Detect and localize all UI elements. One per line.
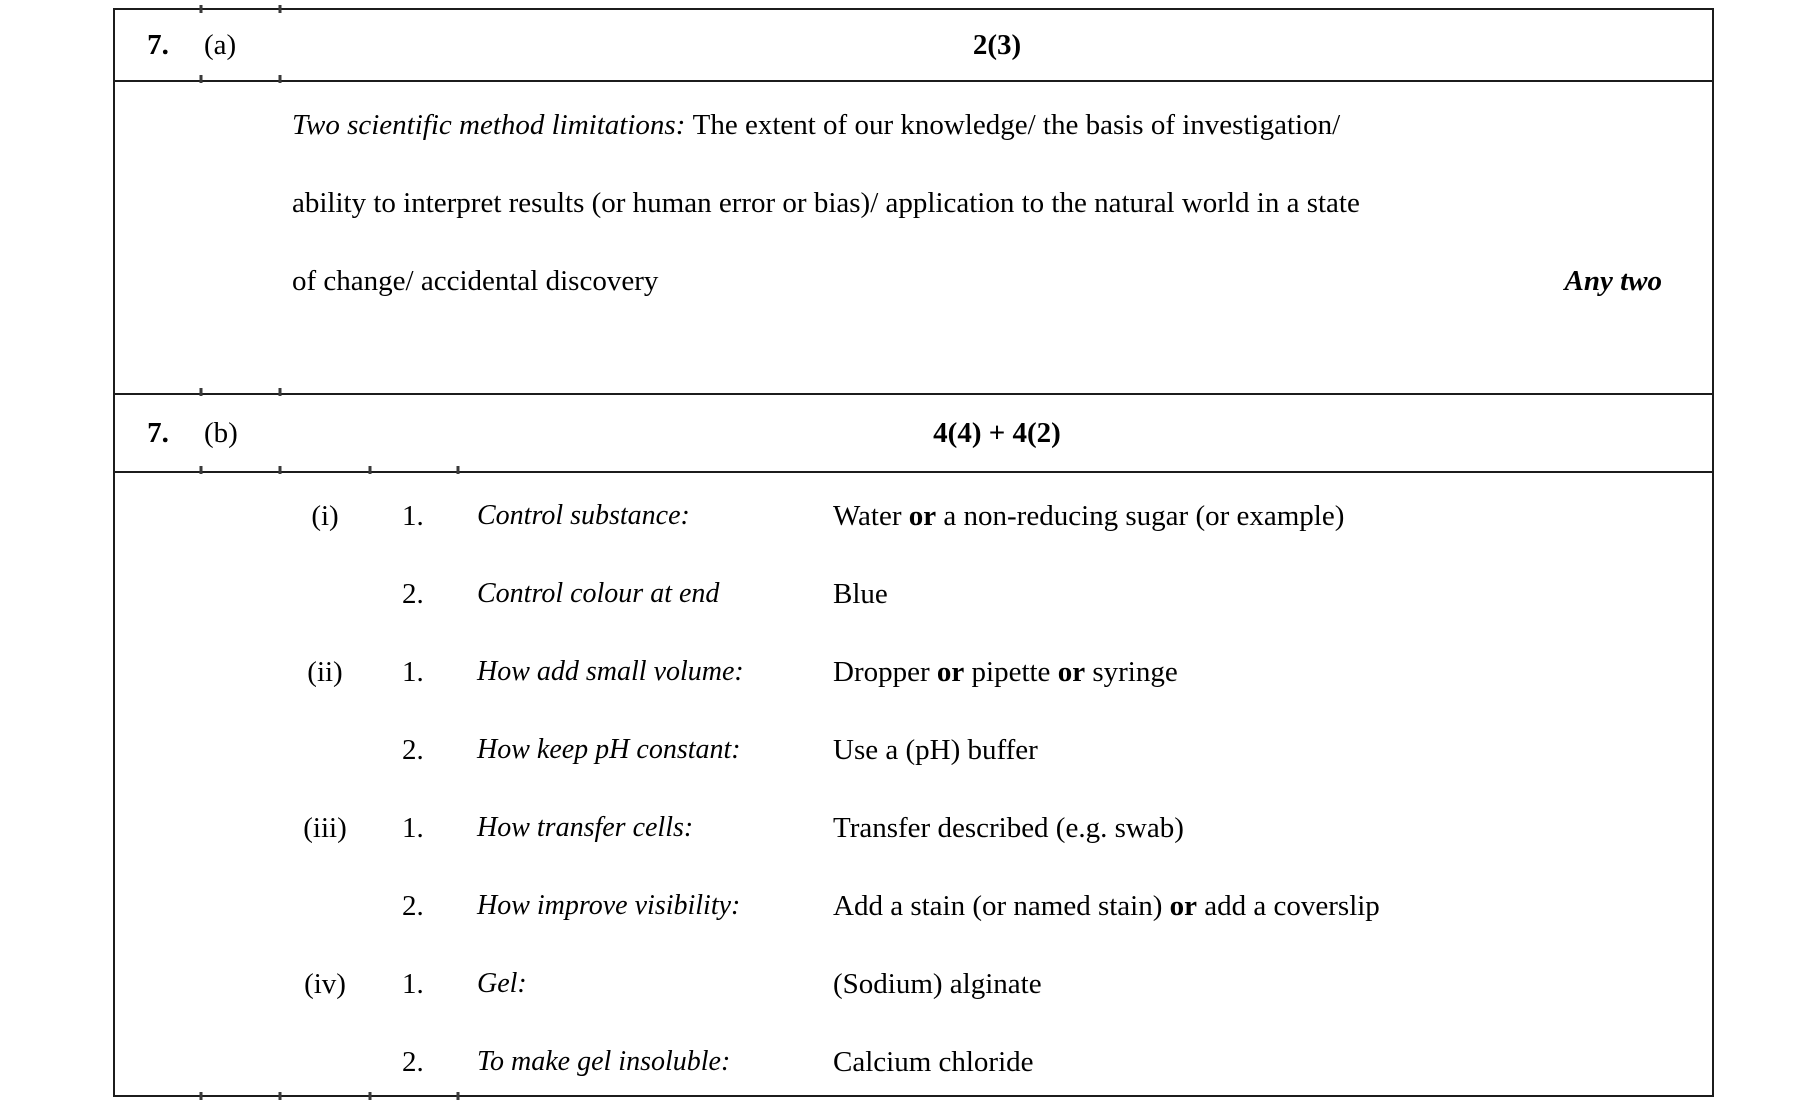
marking-scheme-table [113, 8, 1714, 1097]
section-a-question-number: 7. [147, 28, 169, 61]
answer-emphasis-or: or [1057, 655, 1086, 688]
item-prompt: How transfer cells: [477, 812, 694, 843]
answer-row [115, 711, 1712, 789]
roman-numeral: (ii) [307, 655, 343, 688]
section-a-part-label: (a) [204, 28, 237, 61]
table-gridline-nub [279, 1092, 282, 1100]
text-segment: a non-reducing sugar (or example) [936, 499, 1345, 532]
answer-row [115, 789, 1712, 867]
answer-emphasis-or: or [1169, 889, 1198, 922]
text-segment: Water [833, 499, 909, 532]
roman-numeral: (iii) [303, 811, 347, 844]
answer-row [115, 1023, 1712, 1100]
table-gridline-nub [457, 466, 460, 474]
item-answer [833, 968, 1712, 1001]
table-gridline-nub [200, 5, 203, 13]
section-a-marks: 2(3) [972, 28, 1022, 61]
table-gridline-nub [200, 1092, 203, 1100]
item-answer [833, 1046, 1712, 1079]
item-number: 1. [402, 811, 424, 844]
item-answer [833, 656, 1712, 689]
item-answer [833, 812, 1712, 845]
item-answer [833, 890, 1712, 923]
item-prompt: How keep pH constant: [477, 734, 741, 765]
table-gridline-nub [369, 466, 372, 474]
item-number: 2. [402, 733, 424, 766]
item-number: 2. [402, 889, 424, 922]
text-segment: The extent of our knowledge/ the basis of investigation/ [692, 108, 1341, 141]
text-segment: (Sodium) alginate [833, 967, 1042, 1000]
item-answer [833, 578, 1712, 611]
text-segment: pipette [964, 655, 1058, 688]
item-prompt: How add small volume: [477, 656, 744, 687]
section-b-header-row [115, 395, 1712, 473]
item-prompt: Control colour at end [477, 578, 720, 609]
text-segment: of change/ accidental discovery [292, 264, 659, 297]
item-answer [833, 734, 1712, 767]
text-segment: Blue [833, 577, 888, 610]
paragraph-line [292, 242, 1662, 320]
table-gridline-nub [200, 75, 203, 83]
answer-row [115, 633, 1712, 711]
section-b-part-label: (b) [204, 416, 238, 449]
text-segment: Add a stain (or named stain) [833, 889, 1170, 922]
answer-row [115, 555, 1712, 633]
answer-row [115, 867, 1712, 945]
paragraph-line [292, 86, 1662, 164]
text-segment: Dropper [833, 655, 937, 688]
answer-row [115, 945, 1712, 1023]
item-number: 2. [402, 1045, 424, 1078]
item-prompt: Gel: [477, 968, 527, 999]
answer-emphasis-or: or [936, 655, 965, 688]
item-prompt: Control substance: [477, 500, 690, 531]
text-segment: Two scientific method limitations: [292, 108, 693, 141]
text-segment: Calcium chloride [833, 1045, 1034, 1078]
section-b-marks: 4(4) + 4(2) [933, 416, 1061, 449]
any-two-note: Any two [1564, 264, 1662, 297]
table-gridline-nub [457, 1092, 460, 1100]
table-gridline-nub [200, 466, 203, 474]
item-prompt: How improve visibility: [477, 890, 741, 921]
item-prompt: To make gel insoluble: [477, 1046, 731, 1077]
item-number: 1. [402, 967, 424, 1000]
item-number: 1. [402, 499, 424, 532]
text-segment: syringe [1085, 655, 1178, 688]
table-gridline-nub [279, 5, 282, 13]
roman-numeral: (iv) [304, 967, 346, 1000]
item-answer [833, 500, 1712, 533]
text-segment: ability to interpret results (or human error or bias)/ application to the natural world in a state [292, 186, 1360, 219]
text-segment: Transfer described (e.g. swab) [833, 811, 1184, 844]
table-gridline-nub [279, 388, 282, 396]
table-gridline-nub [369, 1092, 372, 1100]
text-segment: Use a (pH) buffer [833, 733, 1038, 766]
section-b-content [115, 473, 1712, 1095]
paragraph-line [292, 164, 1662, 242]
section-b-question-number: 7. [147, 416, 169, 449]
section-a-content [115, 82, 1712, 395]
answer-row [115, 477, 1712, 555]
table-gridline-nub [279, 466, 282, 474]
answer-emphasis-or: or [908, 499, 937, 532]
roman-numeral: (i) [311, 499, 339, 532]
section-a-header-row [115, 10, 1712, 82]
table-gridline-nub [279, 75, 282, 83]
item-number: 1. [402, 655, 424, 688]
table-gridline-nub [200, 388, 203, 396]
item-number: 2. [402, 577, 424, 610]
text-segment: add a coverslip [1197, 889, 1380, 922]
